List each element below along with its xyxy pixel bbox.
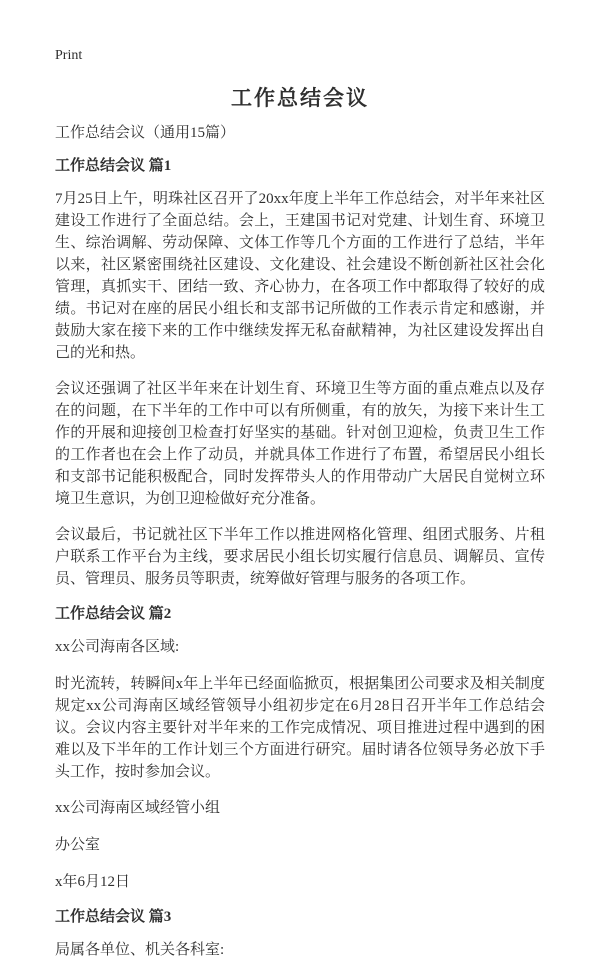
section-1 [55,158,545,590]
doc-subtitle: 工作总结会议（通用15篇） [55,125,236,141]
section-2 [55,606,545,893]
signature-line: 办公室 [55,837,101,853]
section-heading: 工作总结会议 篇1 [55,158,172,174]
signature-line: x年6月12日 [55,874,131,890]
section-heading: 工作总结会议 篇2 [55,606,172,622]
print-link[interactable]: Print [55,48,83,63]
paragraph: 会议最后，书记就社区下半年工作以推进网格化管理、组团式服务、片租户联系工作平台为主线，要求居民小组长切实履行信息员、调解员、宣传员、管理员、服务员等职责，统筹做好管理与服务的各项工作。 [55,527,545,587]
salutation-line: xx公司海南各区域: [55,639,180,655]
paragraph: 7月25日上午，明珠社区召开了20xx年度上半年工作总结会，对半年来社区建设工作进行了全面总结。会上，王建国书记对党建、计划生育、环境卫生、综治调解、劳动保障、文体工作等几个方面的工作进行了总结，半年以来，社区紧密围绕社区建设、文化建设、社会建设不断创新社区社会化管理，真抓实干、团结一致、齐心协力，在各项工作中都取得了较好的成绩。书记对在座的居民小组长和支部书记所做的工作表示肯定和感谢，并鼓励大家在接下来的工作中继续发挥无私奋献精神，为社区建设发挥出自己的光和热。 [55,191,545,361]
paragraph: 时光流转，转瞬间x年上半年已经面临掀页，根据集团公司要求及相关制度规定xx公司海南区域经管领导小组初步定在6月28日召开半年工作总结会议。会议内容主要针对半年来的工作完成情况、项目推进过程中遇到的困难以及下半年的工作计划三个方面进行研究。届时请各位领导务必放下手头工作，按时参加会议。 [55,676,545,780]
page-title: 工作总结会议 [231,86,369,110]
signature-line: xx公司海南区域经管小组 [55,800,221,816]
section-heading: 工作总结会议 篇3 [55,909,172,925]
section-3 [55,909,545,961]
paragraph: 会议还强调了社区半年来在计划生育、环境卫生等方面的重点难点以及存在的问题，在下半年的工作中可以有所侧重，有的放矢，为接下来计生工作的开展和迎接创卫检查打好坚实的基础。针对创卫迎检，负责卫生工作的工作者也在会上作了动员，并就具体工作进行了布置，希望居民小组长和支部书记能积极配合，同时发挥带头人的作用带动广大居民自觉树立环境卫生意识，为创卫迎检做好充分准备。 [55,381,545,507]
salutation-line: 局属各单位、机关各科室: [55,942,225,958]
